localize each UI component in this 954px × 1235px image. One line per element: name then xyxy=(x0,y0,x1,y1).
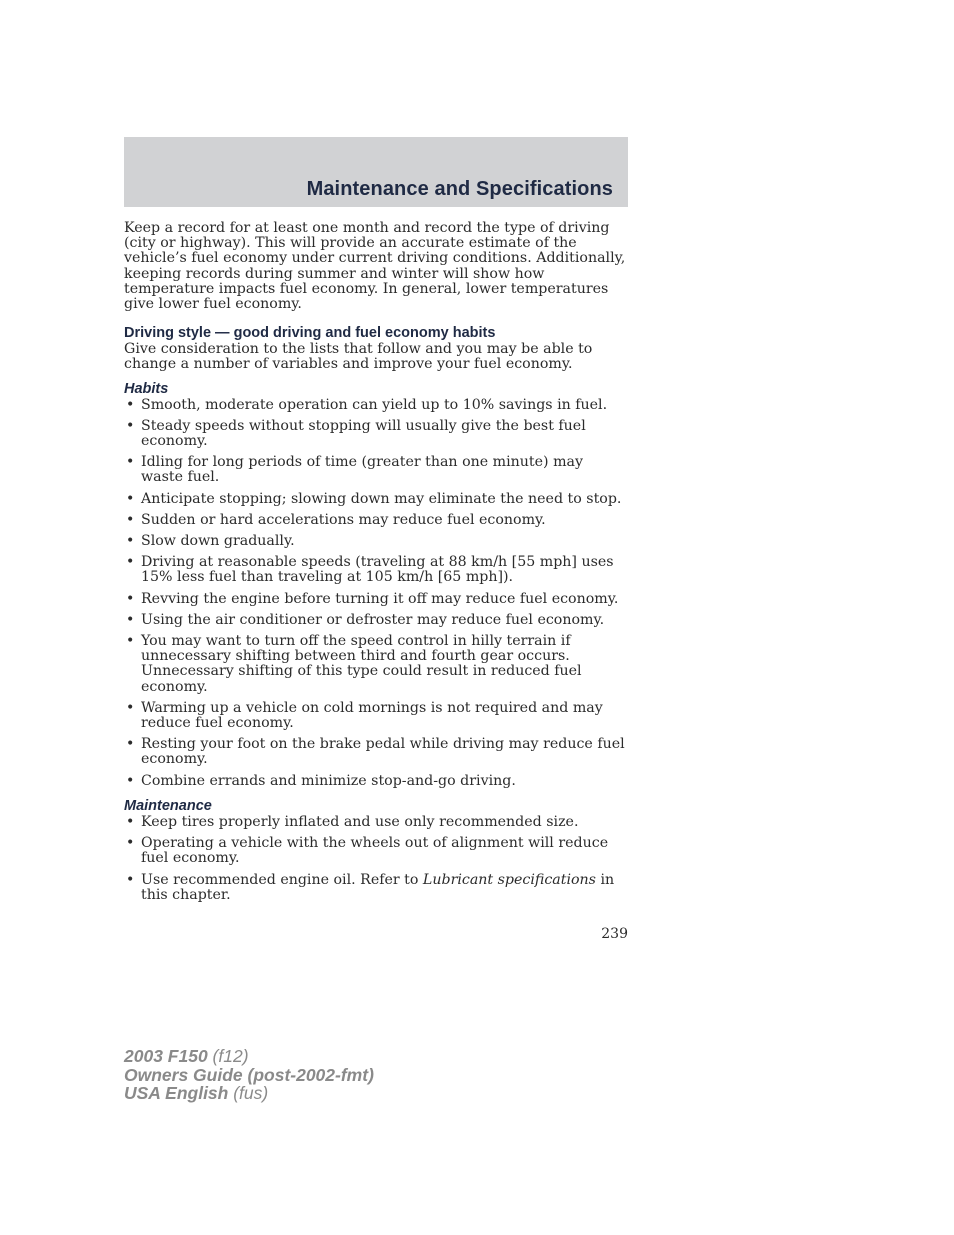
list-item xyxy=(124,419,628,449)
footer-line-1 xyxy=(124,1047,374,1066)
bullet-icon: • xyxy=(126,533,135,550)
document-footer xyxy=(124,1047,374,1103)
list-item-text-before: Use recommended engine oil. Refer to xyxy=(141,871,423,888)
page-content xyxy=(124,221,628,912)
lubricant-specifications-reference: Lubricant specifications xyxy=(422,871,596,888)
footer-language: USA English xyxy=(124,1083,229,1103)
list-item-text: Sudden or hard accelerations may reduce fuel economy. xyxy=(141,511,546,528)
list-item xyxy=(124,492,628,507)
list-item xyxy=(124,513,628,528)
intro-paragraph: Keep a record for at least one month and record the type of driving (city or highway). This will provide an accurate estimate of the vehicle’s fuel economy under current driving conditions. Additionally, keeping records during summer and winter will show how temperature impacts fuel economy. In general, lower temperatures give lower fuel economy. xyxy=(124,220,626,313)
list-item-text: Slow down gradually. xyxy=(141,533,295,550)
bullet-icon: • xyxy=(126,417,135,434)
list-item xyxy=(124,398,628,413)
list-item xyxy=(124,836,628,866)
list-item xyxy=(124,701,628,731)
bullet-icon: • xyxy=(126,490,135,507)
list-item-text: Operating a vehicle with the wheels out of alignment will reduce fuel economy. xyxy=(141,835,609,867)
habits-list xyxy=(124,398,628,789)
list-item-text: Anticipate stopping; slowing down may eliminate the need to stop. xyxy=(141,490,622,507)
list-item xyxy=(124,774,628,789)
driving-style-paragraph: Give consideration to the lists that follow and you may be able to change a number of variables and improve your fuel economy. xyxy=(124,341,593,373)
bullet-icon: • xyxy=(126,590,135,607)
list-item-text: Using the air conditioner or defroster may reduce fuel economy. xyxy=(141,611,605,628)
maintenance-list xyxy=(124,815,628,903)
bullet-icon: • xyxy=(126,736,135,753)
bullet-icon: • xyxy=(126,835,135,852)
list-item-text: Smooth, moderate operation can yield up to 10% savings in fuel. xyxy=(141,396,608,413)
maintenance-heading: Maintenance xyxy=(124,797,212,814)
habits-heading: Habits xyxy=(124,380,169,397)
list-item-text: Steady speeds without stopping will usually give the best fuel economy. xyxy=(141,417,586,450)
list-item xyxy=(124,455,628,485)
list-item xyxy=(124,873,628,903)
list-item-text xyxy=(141,872,614,903)
footer-model-code: (f12) xyxy=(207,1046,249,1066)
list-item-text: Revving the engine before turning it off may reduce fuel economy. xyxy=(141,590,619,607)
bullet-icon: • xyxy=(126,611,135,628)
footer-language-code: (fus) xyxy=(228,1083,269,1103)
list-item xyxy=(124,534,628,549)
list-item xyxy=(124,815,628,830)
list-item-text: Warming up a vehicle on cold mornings is not required and may reduce fuel economy. xyxy=(141,699,603,732)
list-item-text: Idling for long periods of time (greater than one minute) may waste fuel. xyxy=(141,454,584,486)
section-header xyxy=(124,137,628,207)
bullet-icon: • xyxy=(126,511,135,528)
bullet-icon: • xyxy=(126,454,135,471)
bullet-icon: • xyxy=(126,633,135,650)
footer-line-3 xyxy=(124,1084,374,1103)
bullet-icon: • xyxy=(126,772,135,789)
section-title: Maintenance and Specifications xyxy=(306,178,613,200)
footer-guide-type: Owners Guide (post-2002-fmt) xyxy=(124,1064,374,1085)
footer-model: 2003 F150 xyxy=(124,1046,208,1066)
page-number: 239 xyxy=(601,926,628,942)
list-item xyxy=(124,737,628,767)
footer-line-2 xyxy=(124,1066,374,1085)
bullet-icon: • xyxy=(126,813,135,830)
bullet-icon: • xyxy=(126,396,135,413)
driving-style-heading: Driving style — good driving and fuel economy habits xyxy=(124,325,496,342)
list-item-text: Resting your foot on the brake pedal while driving may reduce fuel economy. xyxy=(141,736,625,768)
list-item-text: You may want to turn off the speed control in hilly terrain if unnecessary shifting between third and fourth gear occurs. Unnecessary shifting of this type could result in reduced fuel economy. xyxy=(141,633,582,695)
list-item-text: Keep tires properly inflated and use only recommended size. xyxy=(141,813,579,830)
list-item xyxy=(124,592,628,607)
bullet-icon: • xyxy=(126,554,135,571)
list-item xyxy=(124,634,628,695)
bullet-icon: • xyxy=(126,871,135,888)
list-item-text: Driving at reasonable speeds (traveling at 88 km/h [55 mph] uses 15% less fuel than traveling at 105 km/h [65 mph]). xyxy=(141,554,614,586)
list-item-text: Combine errands and minimize stop-and-go driving. xyxy=(141,772,516,789)
list-item xyxy=(124,555,628,585)
list-item xyxy=(124,613,628,628)
bullet-icon: • xyxy=(126,699,135,716)
list-item-text-after: in this chapter. xyxy=(141,871,615,903)
